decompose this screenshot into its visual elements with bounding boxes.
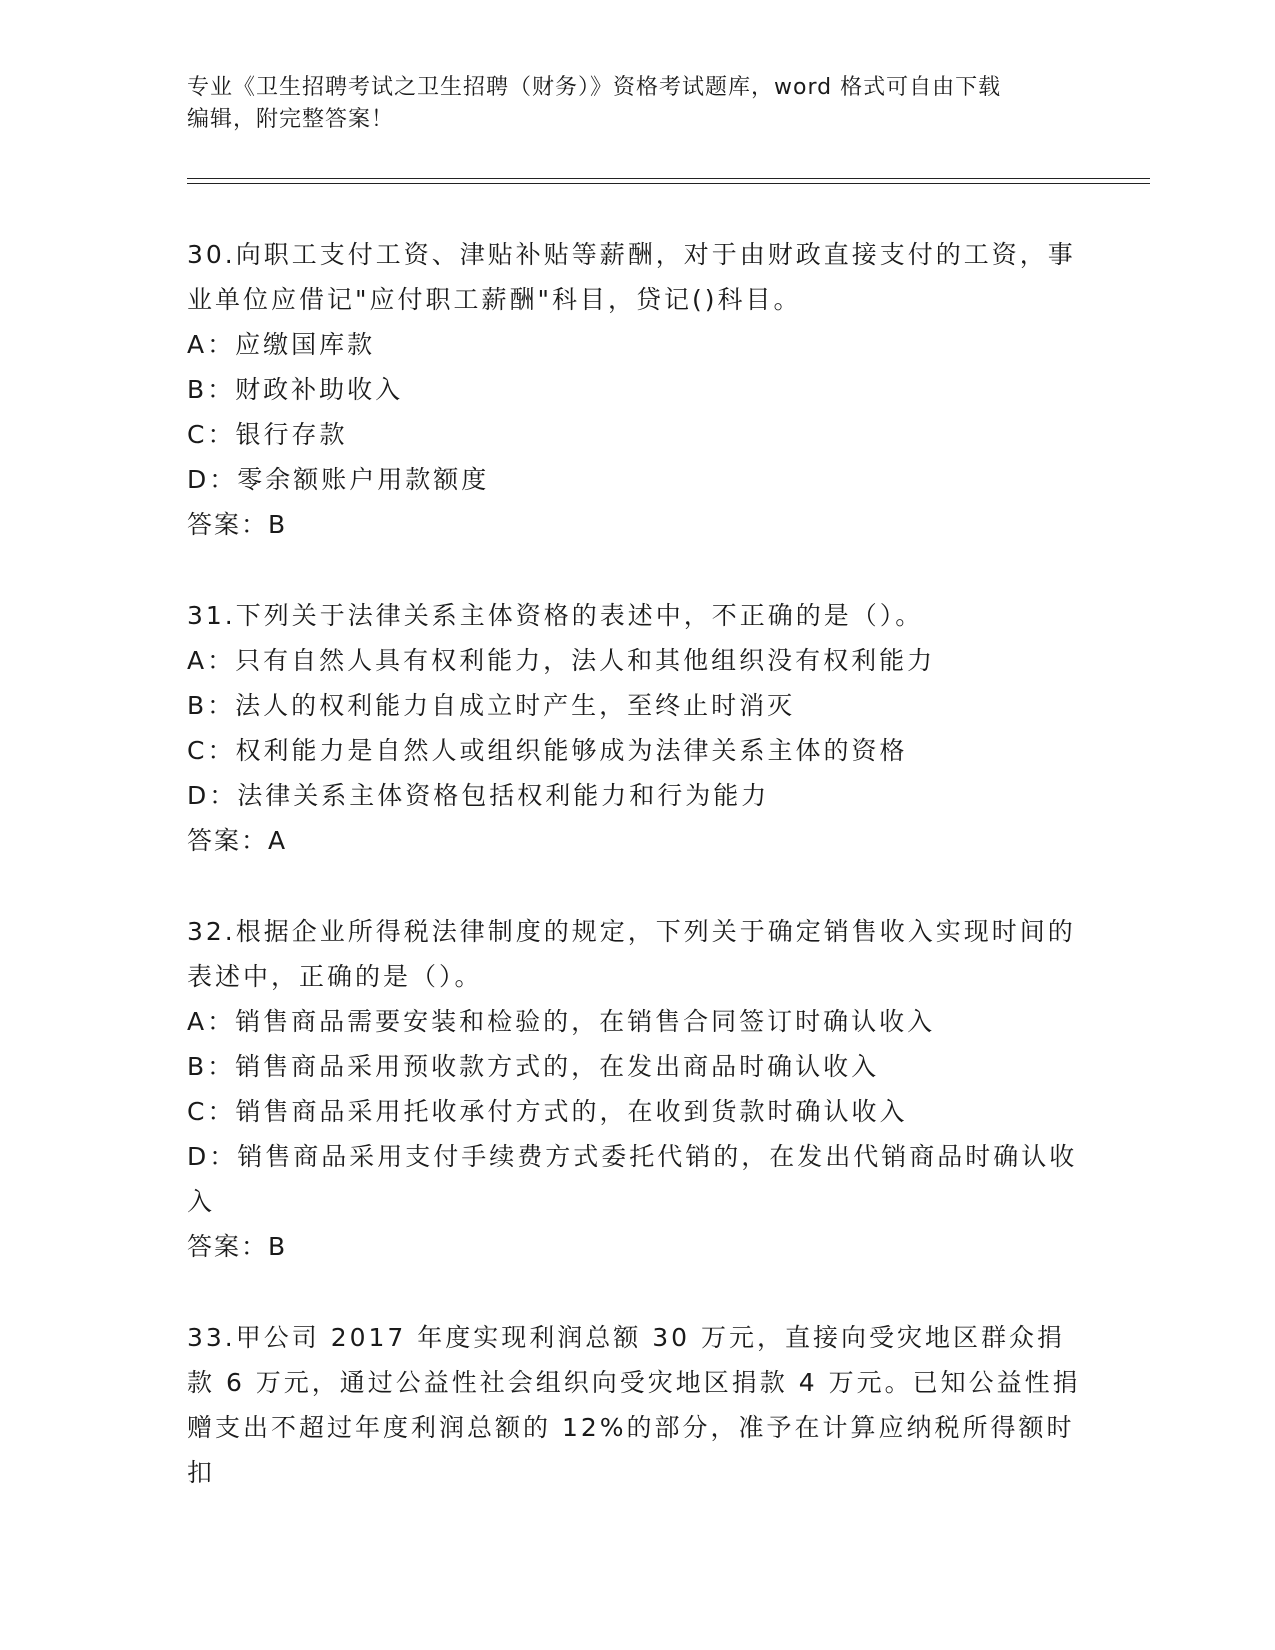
option-a: A：只有自然人具有权利能力，法人和其他组织没有权利能力 [187, 646, 936, 675]
header-line-1: 专业《卫生招聘考试之卫生招聘（财务）》资格考试题库，word 格式可自由下载 [187, 75, 1002, 100]
option-d: D：法律关系主体资格包括权利能力和行为能力 [187, 781, 770, 810]
question-stem: 31.下列关于法律关系主体资格的表述中，不正确的是（）。 [187, 601, 924, 630]
option-c: C：银行存款 [187, 420, 348, 449]
answer-label: 答案：B [187, 1232, 288, 1261]
option-d: D：销售商品采用支付手续费方式委托代销的，在发出代销商品时确认收入 [187, 1142, 1078, 1216]
header-divider-top [187, 178, 1150, 179]
question-list [187, 232, 1087, 1541]
question-stem: 32.根据企业所得税法律制度的规定，下列关于确定销售收入实现时间的表述中，正确的是（）。 [187, 917, 1076, 991]
question-stem: 30.向职工支付工资、津贴补贴等薪酬，对于由财政直接支付的工资，事业单位应借记"应付职工薪酬"科目，贷记()科目。 [187, 240, 1076, 314]
header-line-2: 编辑，附完整答案！ [187, 107, 395, 132]
option-b: B：销售商品采用预收款方式的，在发出商品时确认收入 [187, 1052, 880, 1081]
option-b: B：财政补助收入 [187, 375, 404, 404]
option-d: D：零余额账户用款额度 [187, 465, 490, 494]
option-c: C：销售商品采用托收承付方式的，在收到货款时确认收入 [187, 1097, 908, 1126]
question-31 [187, 593, 1087, 863]
option-a: A：应缴国库款 [187, 330, 376, 359]
question-33 [187, 1315, 1087, 1495]
question-30 [187, 232, 1087, 547]
header-divider-bottom [187, 183, 1150, 184]
question-32 [187, 909, 1087, 1269]
option-c: C：权利能力是自然人或组织能够成为法律关系主体的资格 [187, 736, 908, 765]
option-b: B：法人的权利能力自成立时产生，至终止时消灭 [187, 691, 796, 720]
answer-label: 答案：B [187, 510, 288, 539]
question-stem: 33.甲公司 2017 年度实现利润总额 30 万元，直接向受灾地区群众捐款 6 万元，通过公益性社会组织向受灾地区捐款 4 万元。已知公益性捐赠支出不超过年度利润总额的 12%的部分，准予在计算应纳税所得额时扣 [187, 1323, 1081, 1487]
answer-label: 答案：A [187, 826, 288, 855]
option-a: A：销售商品需要安装和检验的，在销售合同签订时确认收入 [187, 1007, 936, 1036]
document-header [187, 72, 1067, 136]
